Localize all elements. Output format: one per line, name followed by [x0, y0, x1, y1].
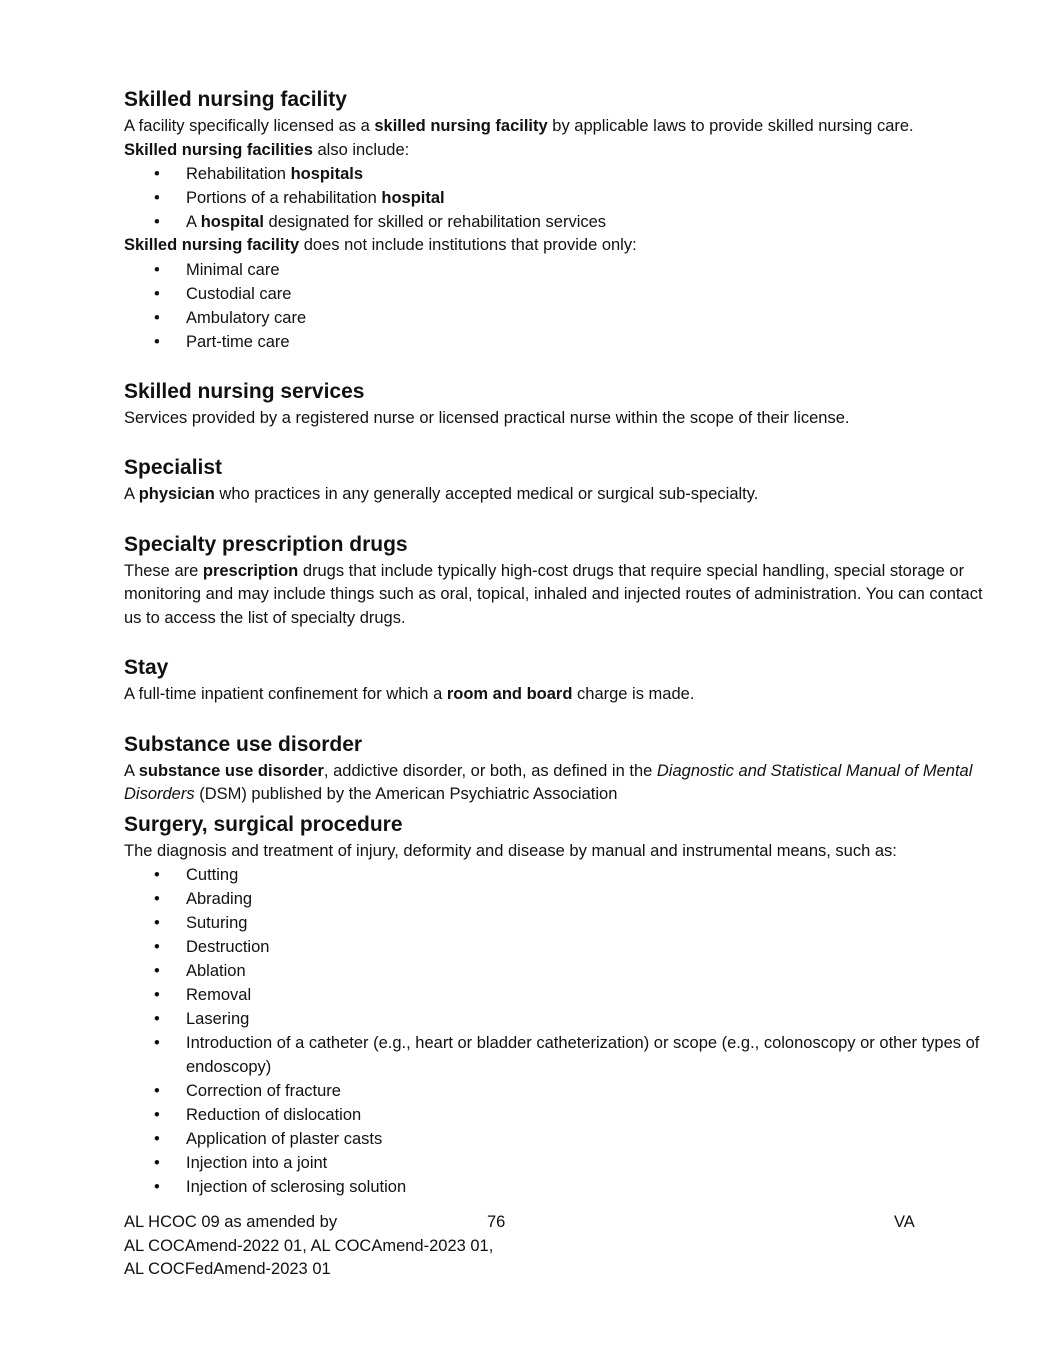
footer-state: VA — [894, 1213, 915, 1231]
heading-stay: Stay — [124, 656, 169, 679]
definition-text: A full-time inpatient confinement for which a room and board charge is made. — [124, 685, 695, 703]
section-specialist — [124, 454, 994, 507]
list-item: • Removal — [124, 983, 994, 1007]
definition-text: Skilled nursing facility does not include institutions that provide only: — [124, 236, 637, 254]
list-item: • Ablation — [124, 959, 994, 983]
list-item: • Lasering — [124, 1007, 994, 1031]
document-body — [124, 86, 994, 1223]
definition-text: Skilled nursing facilities also include: — [124, 140, 410, 159]
list-item: • Destruction — [124, 935, 994, 959]
list-item: • A hospital designated for skilled or rehabilitation services — [124, 210, 994, 234]
page-number: 76 — [487, 1213, 506, 1231]
section-skilled-nursing-services — [124, 378, 994, 431]
heading-surgery: Surgery, surgical procedure — [124, 812, 403, 836]
list-item: • Minimal care — [124, 258, 994, 282]
list-item: • Part-time care — [124, 330, 994, 354]
list-item: • Custodial care — [124, 282, 994, 306]
definition-text: The diagnosis and treatment of injury, deformity and disease by manual and instrumental means, such as: — [124, 841, 897, 860]
list-item: • Ambulatory care — [124, 306, 994, 330]
list-item: • Rehabilitation hospitals — [124, 162, 994, 186]
section-skilled-nursing-facility — [124, 86, 994, 354]
exclude-list — [124, 258, 994, 354]
list-item: • Application of plaster casts — [124, 1127, 994, 1151]
list-item: • Reduction of dislocation — [124, 1103, 994, 1127]
section-substance-use-disorder — [124, 731, 994, 807]
heading-substance-use-disorder: Substance use disorder — [124, 732, 363, 756]
heading-skilled-nursing-services: Skilled nursing services — [124, 379, 365, 403]
heading-specialist: Specialist — [124, 456, 223, 479]
surgery-list — [124, 863, 994, 1199]
list-item: • Suturing — [124, 911, 994, 935]
footer-document-id: AL HCOC 09 as amended by AL COCAmend-2022 01, AL COCAmend-2023 01, AL COCFedAmend-2023 01 — [124, 1213, 494, 1278]
list-item: • Cutting — [124, 863, 994, 887]
list-item: • Injection of sclerosing solution — [124, 1175, 994, 1199]
definition-text: These are prescription drugs that include typically high-cost drugs that require special handling, special storage or monitoring and may include things such as oral, topical, inhaled and injected routes of administration. You can contact us to access the list of specialty drugs. — [124, 561, 983, 627]
heading-specialty-prescription-drugs: Specialty prescription drugs — [124, 532, 408, 556]
list-item: • Injection into a joint — [124, 1151, 994, 1175]
section-stay — [124, 654, 994, 707]
list-item: • Portions of a rehabilitation hospital — [124, 186, 994, 210]
definition-text: Services provided by a registered nurse or licensed practical nurse within the scope of their license. — [124, 408, 850, 427]
include-list — [124, 162, 994, 234]
heading-skilled-nursing-facility: Skilled nursing facility — [124, 88, 347, 111]
list-item: • Introduction of a catheter (e.g., heart or bladder catheterization) or scope (e.g., colonoscopy or other types of endoscopy) — [124, 1031, 994, 1079]
section-surgery — [124, 811, 994, 1200]
section-specialty-prescription-drugs — [124, 531, 994, 631]
definition-text: A substance use disorder, addictive disorder, or both, as defined in the Diagnostic and Statistical Manual of Mental Disorders (DSM) published by the American Psychiatric Association — [124, 761, 973, 803]
list-item: • Abrading — [124, 887, 994, 911]
definition-text: A facility specifically licensed as a skilled nursing facility by applicable laws to provide skilled nursing care. — [124, 117, 914, 135]
list-item: • Correction of fracture — [124, 1079, 994, 1103]
definition-text: A physician who practices in any generally accepted medical or surgical sub-specialty. — [124, 485, 759, 503]
